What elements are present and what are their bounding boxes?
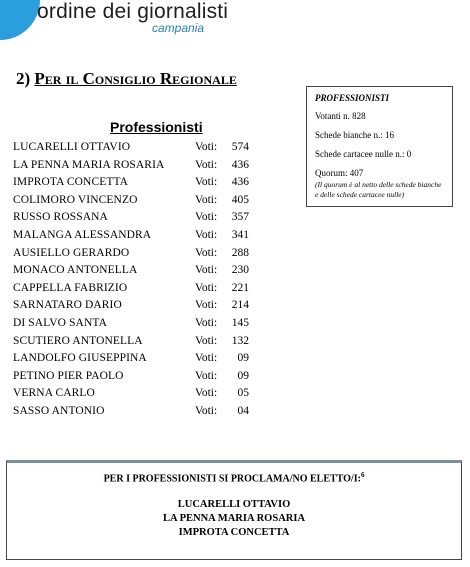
result-row — [13, 193, 253, 211]
votes-value: 574 — [231, 141, 249, 153]
votes-value: 221 — [231, 281, 249, 294]
stats-schede-bianche: Schede bianche n.: 16 — [315, 130, 394, 140]
result-row — [13, 316, 253, 334]
candidate-name: SARNATARO DARIO — [13, 299, 122, 312]
candidate-name: MALANGA ALESSANDRA — [13, 228, 152, 241]
candidate-name: CAPPELLA FABRIZIO — [13, 281, 128, 294]
candidate-name: IMPROTA CONCETTA — [13, 176, 129, 189]
candidate-name: SCUTIERO ANTONELLA — [13, 334, 143, 347]
votes-value: 288 — [231, 246, 249, 259]
results-heading: Professionisti — [110, 119, 203, 135]
stats-quorum-note: (Il quorum è al netto delle schede bianche e delle schede cartacee nulle) — [315, 180, 442, 199]
votes-value: 09 — [237, 369, 249, 382]
section-title — [16, 69, 237, 89]
result-row — [13, 263, 253, 281]
stats-votanti: Votanti n. 828 — [315, 111, 366, 121]
votes-label: Voti: — [195, 141, 218, 153]
result-row — [13, 140, 253, 158]
result-row — [13, 351, 253, 369]
votes-label: Voti: — [195, 281, 218, 294]
elected-list — [7, 498, 461, 540]
candidate-name: LANDOLFO GIUSEPPINA — [13, 352, 147, 365]
candidate-name: PETINO PIER PAOLO — [13, 369, 124, 382]
result-row — [13, 298, 253, 316]
votes-label: Voti: — [195, 246, 218, 259]
candidate-name: AUSIELLO GERARDO — [13, 246, 130, 259]
result-row — [13, 175, 253, 193]
votes-label: Voti: — [195, 158, 218, 171]
proclamation-footnote: 6 — [360, 471, 365, 479]
votes-value: 05 — [237, 387, 249, 400]
votes-label: Voti: — [195, 211, 218, 224]
votes-value: 132 — [231, 334, 249, 347]
candidate-name: LA PENNA MARIA ROSARIA — [13, 158, 165, 171]
candidate-name: COLIMORO VINCENZO — [13, 193, 138, 206]
votes-label: Voti: — [195, 316, 218, 329]
result-row — [13, 369, 253, 387]
votes-label: Voti: — [195, 334, 218, 347]
stats-quorum: Quorum: 407 — [315, 168, 364, 178]
elected-name: LA PENNA MARIA ROSARIA — [162, 513, 306, 525]
votes-label: Voti: — [195, 404, 218, 417]
votes-label: Voti: — [195, 264, 218, 277]
stats-title: PROFESSIONISTI — [315, 93, 390, 103]
votes-value: 436 — [231, 176, 249, 189]
stats-schede-nulle: Schede cartacee nulle n.: 0 — [315, 149, 412, 159]
votes-value: 341 — [231, 228, 249, 241]
candidate-name: RUSSO ROSSANA — [13, 211, 108, 224]
results-list — [13, 140, 253, 422]
votes-value: 09 — [237, 352, 249, 365]
votes-value: 357 — [231, 211, 249, 224]
votes-value: 405 — [231, 193, 249, 206]
votes-label: Voti: — [195, 369, 218, 382]
proclamation-box — [6, 460, 462, 560]
candidate-name: VERNA CARLO — [13, 387, 95, 400]
votes-value: 436 — [231, 158, 249, 171]
logo-subtitle: campania — [152, 21, 205, 35]
candidate-name: DI SALVO SANTA — [13, 316, 107, 329]
votes-value: 214 — [231, 299, 249, 312]
votes-label: Voti: — [195, 193, 218, 206]
proclamation-heading — [7, 471, 461, 484]
result-row — [13, 210, 253, 228]
votes-value: 145 — [231, 316, 249, 329]
candidate-name: SASSO ANTONIO — [13, 404, 105, 417]
result-row — [13, 334, 253, 352]
elected-name: IMPROTA CONCETTA — [178, 527, 290, 539]
votes-label: Voti: — [195, 352, 218, 365]
result-row — [13, 386, 253, 404]
stats-box — [306, 86, 453, 207]
votes-label: Voti: — [195, 176, 218, 189]
logo-title: ordine dei giornalisti — [37, 0, 229, 23]
logo — [0, 0, 240, 48]
candidate-name: MONACO ANTONELLA — [13, 264, 138, 277]
votes-value: 230 — [231, 264, 249, 277]
elected-name: LUCARELLI OTTAVIO — [177, 499, 291, 511]
result-row — [13, 404, 253, 422]
votes-label: Voti: — [195, 228, 218, 241]
proclamation-heading-text: PER I PROFESSIONISTI SI PROCLAMA/NO ELETTO/I: — [103, 473, 361, 485]
result-row — [13, 228, 253, 246]
votes-label: Voti: — [195, 299, 218, 312]
result-row — [13, 281, 253, 299]
result-row — [13, 158, 253, 176]
votes-value: 04 — [237, 404, 249, 417]
votes-label: Voti: — [195, 387, 218, 400]
section-title-text: Per il Consiglio Regionale — [34, 69, 237, 88]
section-number: 2) — [16, 69, 31, 88]
candidate-name: LUCARELLI OTTAVIO — [13, 141, 131, 153]
result-row — [13, 246, 253, 264]
